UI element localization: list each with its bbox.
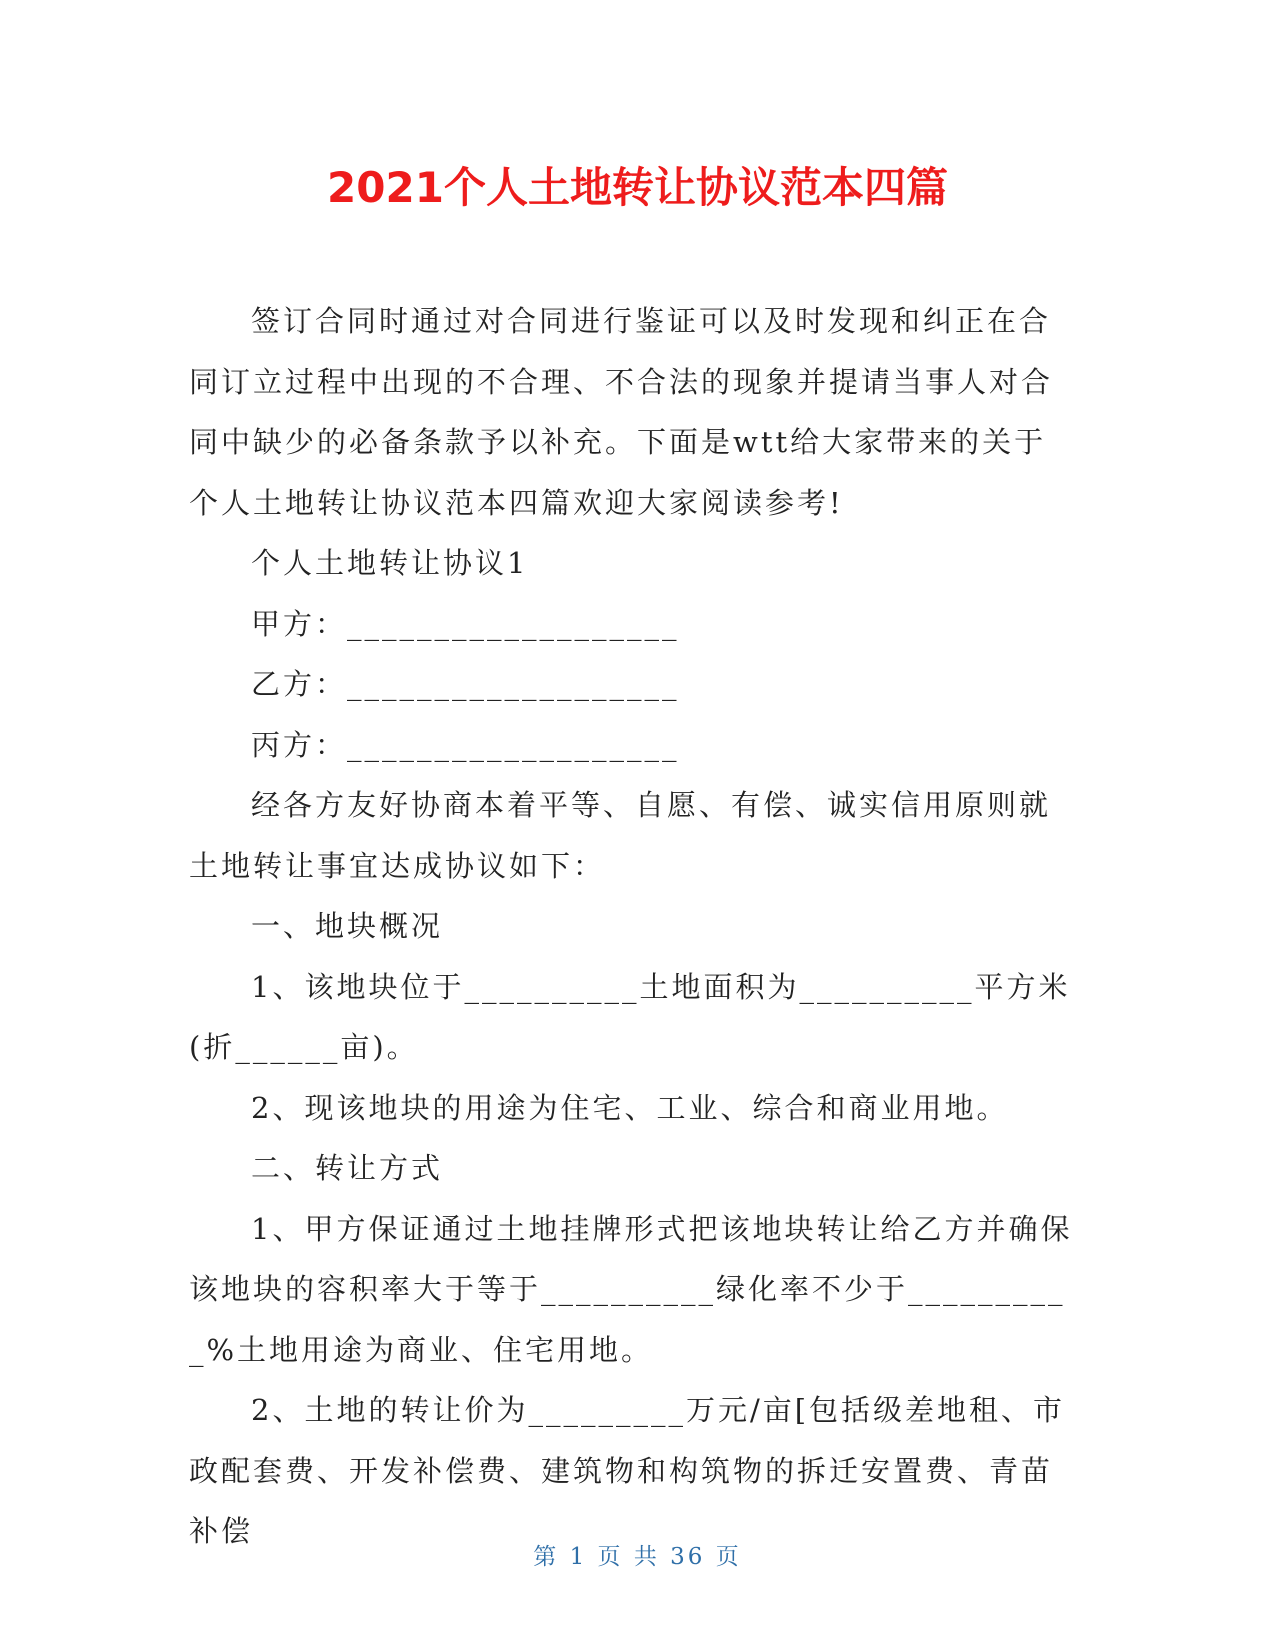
section-heading-land-overview: 一、地块概况 [251,909,444,943]
intro-paragraph: 签订合同时通过对合同进行鉴证可以及时发现和纠正在合同订立过程中出现的不合理、不合法的现象并提请当事人对合同中缺少的必备条款予以补充。下面是wtt给大家带来的关于个人土地转让协议范本四篇欢迎大家阅读参考! [189,304,1054,520]
preamble-paragraph: 经各方友好协商本着平等、自愿、有偿、诚实信用原则就土地转让事宜达成协议如下： [189,788,1052,883]
document-body [189,291,1074,1562]
clause-land-location: 1、该地块位于__________土地面积为__________平方米(折______亩)。 [189,969,1071,1064]
agreement-heading: 个人土地转让协议1 [251,546,529,580]
document-title: 2021个人土地转让协议范本四篇 [327,163,948,212]
party-a-line: 甲方：___________________ [251,606,680,641]
clause-transfer-price: 2、土地的转让价为_________万元/亩[包括级差地租、市政配套费、开发补偿费、建筑物和构筑物的拆迁安置费、青苗补偿 [189,1393,1066,1548]
clause-transfer-guarantee: 1、甲方保证通过土地挂牌形式把该地块转让给乙方并确保该地块的容积率大于等于__________绿化率不少于__________%土地用途为商业、住宅用地。 [189,1211,1073,1367]
party-c-line: 丙方：___________________ [251,727,680,762]
page-indicator: 第 1 页 共 36 页 [533,1544,742,1570]
party-b-line: 乙方：___________________ [251,667,680,701]
section-heading-transfer-method: 二、转让方式 [251,1151,444,1185]
clause-land-use: 2、现该地块的用途为住宅、工业、综合和商业用地。 [251,1090,1009,1125]
